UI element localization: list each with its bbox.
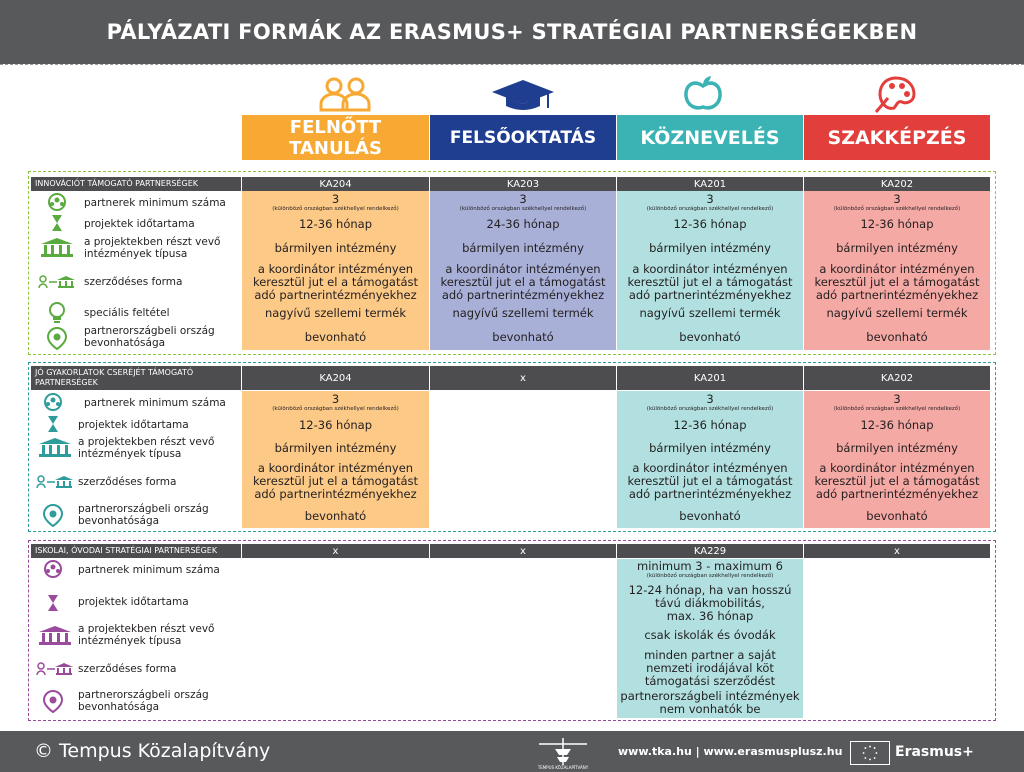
- s1-higher-min-note: (különböző országban székhellyel rendelkező): [459, 206, 587, 212]
- s2-adult-contract-1: a koordinátor intézményen: [257, 460, 414, 475]
- section2-label-contract: szerződéses forma: [78, 476, 177, 488]
- s1-higher-contract-3: adó partnerintézményekhez: [441, 287, 605, 302]
- institution-icon: [38, 625, 72, 645]
- section2-code-3: KA201: [617, 366, 803, 390]
- s1-adult-duration: 12-36 hónap: [298, 216, 373, 231]
- section2-title: [31, 366, 241, 390]
- s3-ka229-contract-3: támogatási szerződést: [644, 673, 776, 688]
- s2-school-contract-2: keresztül jut el a támogatást: [627, 473, 793, 488]
- s1-school-min: [617, 192, 803, 214]
- s1-adult-min-note: (különböző országban székhellyel rendelkező): [272, 206, 399, 212]
- tempus-logo-text: TEMPUS KÖZALAPÍTVÁNY: [537, 765, 589, 770]
- section3-label-duration: projektek időtartama: [78, 596, 189, 608]
- section2-title-line2: PARTNERSÉGEK: [35, 378, 98, 387]
- s1-school-contract: [617, 262, 803, 302]
- contract-icon: [36, 475, 74, 489]
- s2-adult-min-note: (különböző országban székhellyel rendelkező): [272, 406, 399, 412]
- section1-label-partner-country: partnerországbeli ország bevonhatósága: [84, 325, 215, 349]
- s3-ka229-duration-3: max. 36 hónap: [666, 608, 754, 623]
- s2-adult-min-value: 3: [331, 392, 340, 406]
- section1-title: INNOVÁCIÓT TÁMOGATÓ PARTNERSÉGEK: [31, 177, 241, 191]
- s3-ka229-contract-1: minden partner a saját: [644, 647, 776, 662]
- s1-school-contract-2: keresztül jut el a támogatást: [627, 274, 793, 289]
- erasmus-plus-logo: Erasmus+: [895, 744, 974, 760]
- s3-ka229-contract: [617, 648, 803, 688]
- section1-label-contract: szerződéses forma: [84, 276, 183, 288]
- hourglass-icon: [50, 214, 64, 232]
- eu-flag-icon: [850, 741, 890, 765]
- section1-code-2: KA203: [430, 177, 616, 191]
- s3-ka229-partner-2: nem vonhatók be: [659, 702, 761, 716]
- s3-ka229-min-note: (különböző országban székhellyel rendelkező): [646, 573, 774, 579]
- s3-ka229-duration: [617, 583, 803, 623]
- contract-icon: [36, 662, 74, 676]
- section1-label-special: speciális feltétel: [84, 307, 170, 319]
- section3-code-2: x: [430, 544, 616, 558]
- s1-school-min-value: 3: [706, 192, 714, 206]
- s1-higher-partner: bevonható: [492, 329, 554, 344]
- s1-adult-contract: [242, 262, 429, 302]
- column-header-vocational: SZAKKÉPZÉS: [804, 115, 990, 160]
- s1-vocational-partner: bevonható: [866, 329, 928, 344]
- location-pin-icon: [42, 503, 64, 527]
- s2-vocational-contract: [804, 461, 990, 501]
- s1-higher-contract-2: keresztül jut el a támogatást: [440, 274, 606, 289]
- apple-icon: [683, 74, 723, 112]
- hourglass-icon: [46, 594, 60, 612]
- section3-label-institution-type: a projektekben részt vevő intézmények típusa: [78, 623, 215, 647]
- s2-vocational-min: [804, 392, 990, 414]
- s1-vocational-min-note: (különböző országban székhellyel rendelkező): [833, 206, 961, 212]
- column-header-adult-line1: FELNŐTT: [289, 116, 382, 138]
- s2-school-type: bármilyen intézmény: [649, 440, 771, 455]
- partners-icon: [44, 193, 70, 211]
- s2-adult-duration: 12-36 hónap: [298, 417, 373, 432]
- s1-school-contract-3: adó partnerintézményekhez: [628, 287, 792, 302]
- s1-higher-contract: [430, 262, 616, 302]
- s2-school-partner: bevonható: [679, 508, 741, 523]
- footer-urls[interactable]: www.tka.hu | www.erasmusplusz.hu: [618, 745, 843, 758]
- s1-higher-type: bármilyen intézmény: [462, 240, 584, 255]
- partners-icon: [40, 560, 66, 578]
- s2-school-min-note: (különböző országban székhellyel rendelkező): [646, 406, 774, 412]
- s1-adult-min: [242, 192, 429, 214]
- palette-icon: [872, 74, 916, 114]
- s1-adult-type: bármilyen intézmény: [274, 240, 397, 255]
- s3-ka229-min: [617, 559, 803, 581]
- s2-vocational-partner: bevonható: [866, 508, 928, 523]
- contract-icon: [38, 275, 76, 289]
- section2-label-duration: projektek időtartama: [78, 419, 189, 431]
- section1-code-3: KA201: [617, 177, 803, 191]
- s3-ka229-type: csak iskolák és óvodák: [644, 627, 776, 642]
- s2-vocational-contract-1: a koordinátor intézményen: [819, 460, 975, 475]
- section2-code-4: KA202: [804, 366, 990, 390]
- s1-school-duration: 12-36 hónap: [673, 216, 747, 231]
- column-header-adult-learning: [242, 115, 429, 160]
- s2-adult-contract: [242, 461, 429, 501]
- partners-icon: [40, 393, 66, 411]
- s1-school-contract-1: a koordinátor intézményen: [632, 261, 788, 276]
- s1-vocational-type: bármilyen intézmény: [836, 240, 958, 255]
- s1-school-min-note: (különböző országban székhellyel rendelkező): [646, 206, 774, 212]
- s1-school-partner: bevonható: [679, 329, 741, 344]
- page-title: PÁLYÁZATI FORMÁK AZ ERASMUS+ STRATÉGIAI PARTNERSÉGEKBEN: [106, 20, 918, 44]
- section3-code-3: KA229: [617, 544, 803, 558]
- section3-code-1: x: [242, 544, 429, 558]
- section1-code-4: KA202: [804, 177, 990, 191]
- location-pin-icon: [46, 326, 68, 350]
- s1-vocational-min: [804, 192, 990, 214]
- s1-vocational-contract-3: adó partnerintézményekhez: [815, 287, 979, 302]
- s3-ka229-partner: [617, 690, 803, 716]
- s1-higher-min-value: 3: [519, 192, 527, 206]
- section2-code-2: x: [430, 366, 616, 390]
- section2-code-1: KA204: [242, 366, 429, 390]
- column-header-adult-line2: TANULÁS: [289, 137, 382, 159]
- title-divider: [0, 64, 1024, 66]
- institution-icon: [38, 437, 72, 457]
- s3-ka229-duration-1: 12-24 hónap, ha van hosszú: [628, 582, 792, 597]
- s1-adult-contract-3: adó partnerintézményekhez: [254, 287, 417, 302]
- s2-school-min-value: 3: [706, 392, 714, 406]
- graduation-cap-icon: [490, 78, 556, 112]
- column-header-school-education: KÖZNEVELÉS: [617, 115, 803, 160]
- section3-label-partner-country: partnerországbeli ország bevonhatósága: [78, 689, 209, 713]
- s3-ka229-contract-2: nemzeti irodájával köt: [646, 660, 774, 675]
- s2-school-contract-3: adó partnerintézményekhez: [628, 486, 792, 501]
- s2-school-contract-1: a koordinátor intézményen: [632, 460, 788, 475]
- s3-ka229-min-value: minimum 3 - maximum 6: [637, 559, 783, 573]
- s2-adult-contract-3: adó partnerintézményekhez: [254, 486, 417, 501]
- s1-higher-min: [430, 192, 616, 214]
- column-header-higher-education: FELSŐOKTATÁS: [430, 115, 616, 160]
- tempus-logo-icon: [535, 735, 591, 769]
- s2-vocational-contract-2: keresztül jut el a támogatást: [814, 473, 980, 488]
- s1-adult-contract-1: a koordinátor intézményen: [257, 261, 414, 276]
- s2-vocational-duration: 12-36 hónap: [860, 417, 934, 432]
- section3-label-contract: szerződéses forma: [78, 663, 177, 675]
- section2-label-institution-type: a projektekben részt vevő intézmények típusa: [78, 436, 215, 460]
- s1-adult-contract-2: keresztül jut el a támogatást: [252, 274, 419, 289]
- s3-ka229-duration-2: távú diákmobilitás,: [655, 595, 765, 610]
- s1-school-type: bármilyen intézmény: [649, 240, 771, 255]
- s1-vocational-special: nagyívű szellemi termék: [826, 305, 968, 320]
- section3-title: ISKOLAI, ÓVODAI STRATÉGIAI PARTNERSÉGEK: [31, 544, 241, 558]
- section1-label-duration: projektek időtartama: [84, 218, 195, 230]
- s3-ka229-partner-1: partnerországbeli intézmények: [620, 689, 800, 703]
- s1-vocational-contract-2: keresztül jut el a támogatást: [814, 274, 980, 289]
- section2-label-min-partners: partnerek minimum száma: [84, 397, 226, 409]
- s2-adult-contract-2: keresztül jut el a támogatást: [252, 473, 419, 488]
- s1-vocational-min-value: 3: [893, 192, 901, 206]
- footer-copyright: © Tempus Közalapítvány: [34, 740, 271, 762]
- s1-vocational-contract: [804, 262, 990, 302]
- lightbulb-icon: [47, 302, 67, 324]
- s2-school-contract: [617, 461, 803, 501]
- s2-adult-partner: bevonható: [304, 508, 367, 523]
- s2-adult-type: bármilyen intézmény: [274, 440, 397, 455]
- s1-vocational-duration: 12-36 hónap: [860, 216, 934, 231]
- s2-vocational-contract-3: adó partnerintézményekhez: [815, 486, 979, 501]
- s2-school-duration: 12-36 hónap: [673, 417, 747, 432]
- s2-vocational-type: bármilyen intézmény: [836, 440, 958, 455]
- s1-higher-duration: 24-36 hónap: [486, 216, 560, 231]
- s1-vocational-contract-1: a koordinátor intézményen: [819, 261, 975, 276]
- s2-vocational-min-value: 3: [893, 392, 901, 406]
- section1-code-1: KA204: [242, 177, 429, 191]
- s1-adult-min-value: 3: [331, 192, 340, 206]
- people-icon: [318, 76, 372, 112]
- hourglass-icon: [46, 415, 60, 433]
- s1-adult-partner: bevonható: [304, 329, 367, 344]
- s1-higher-special: nagyívű szellemi termék: [452, 305, 594, 320]
- s2-adult-min: [242, 392, 429, 414]
- institution-icon: [40, 237, 74, 257]
- s2-vocational-min-note: (különböző országban székhellyel rendelkező): [833, 406, 961, 412]
- section3-label-min-partners: partnerek minimum száma: [78, 564, 220, 576]
- section1-label-institution-type: a projektekben részt vevő intézmények típusa: [84, 236, 221, 260]
- section3-code-4: x: [804, 544, 990, 558]
- s1-school-special: nagyívű szellemi termék: [639, 305, 781, 320]
- section2-title-line1: JÓ GYAKORLATOK CSERÉJÉT TÁMOGATÓ: [35, 368, 194, 377]
- s1-adult-special: nagyívű szellemi termék: [264, 305, 407, 320]
- s1-higher-contract-1: a koordinátor intézményen: [445, 261, 601, 276]
- location-pin-icon: [42, 689, 64, 713]
- section1-label-min-partners: partnerek minimum száma: [84, 197, 226, 209]
- s2-school-min: [617, 392, 803, 414]
- section2-label-partner-country: partnerországbeli ország bevonhatósága: [78, 503, 209, 527]
